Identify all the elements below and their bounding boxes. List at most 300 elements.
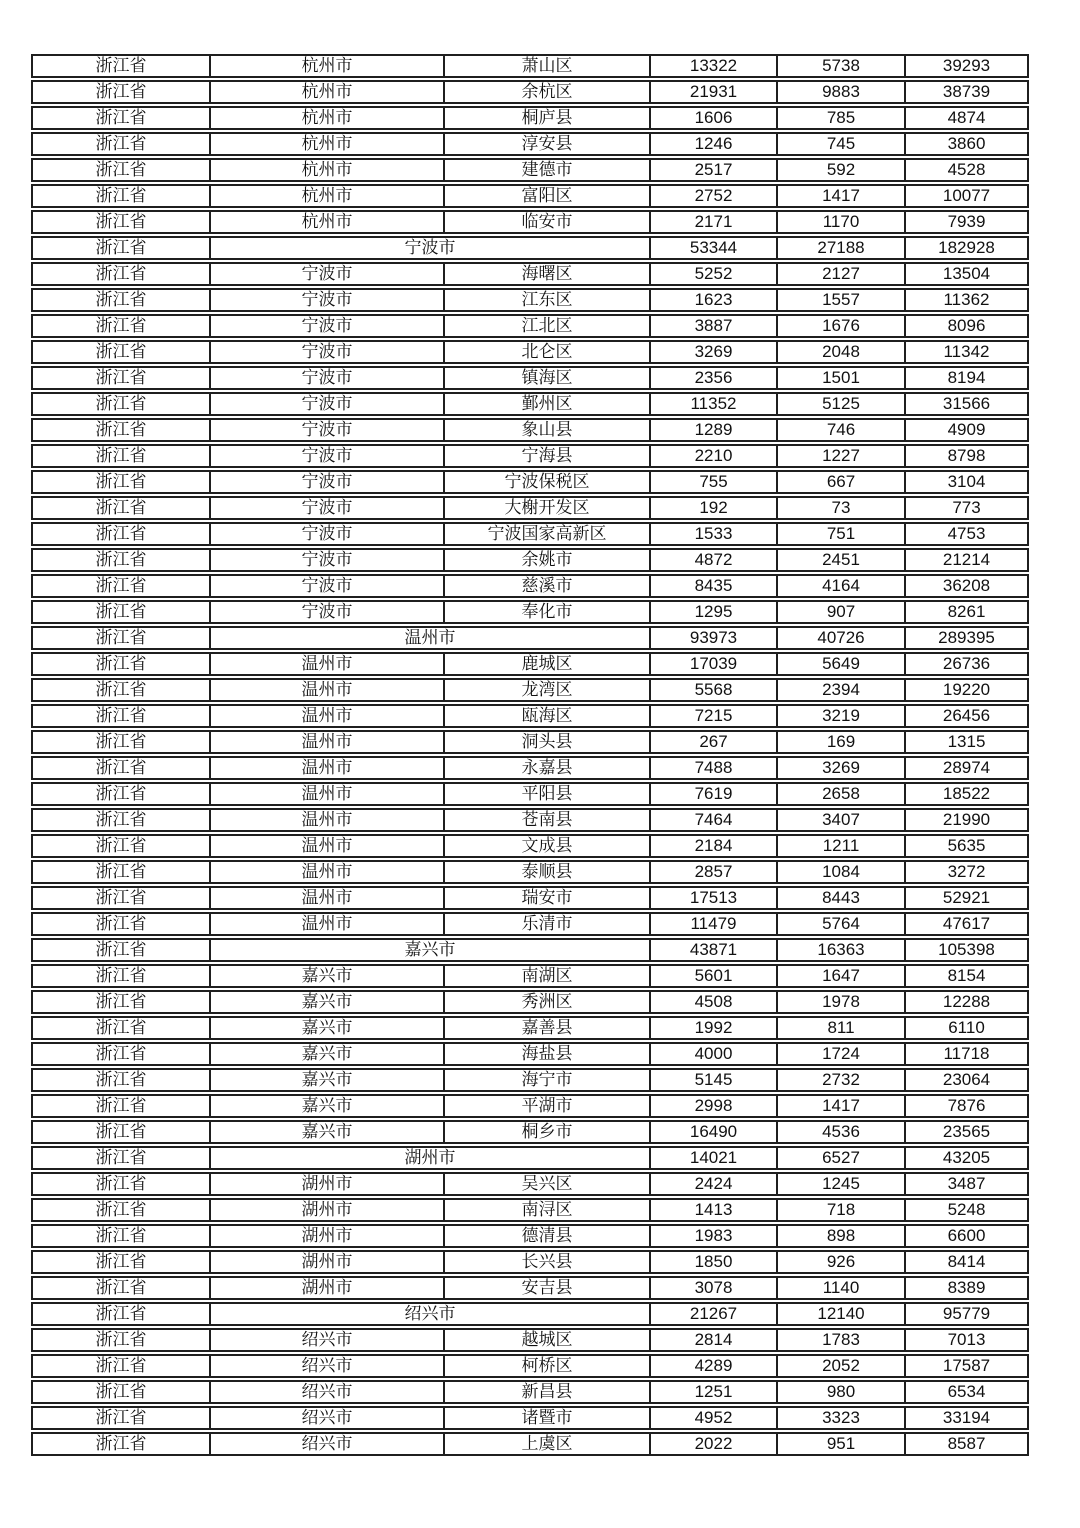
- value-cell-1: 4872: [649, 548, 776, 572]
- district-row: [31, 314, 1029, 338]
- value-cell-3: 17587: [904, 1354, 1029, 1378]
- city-cell: 杭州市: [209, 80, 443, 104]
- region-data-table: [31, 52, 1029, 1458]
- value-cell-2: 746: [776, 418, 904, 442]
- value-cell-1: 2857: [649, 860, 776, 884]
- province-cell: 浙江省: [31, 54, 209, 78]
- district-row: [31, 912, 1029, 936]
- value-cell-3: 182928: [904, 236, 1029, 260]
- city-cell: 宁波市: [209, 574, 443, 598]
- district-cell: 宁波保税区: [443, 470, 649, 494]
- value-cell-3: 19220: [904, 678, 1029, 702]
- value-cell-2: 5649: [776, 652, 904, 676]
- province-cell: 浙江省: [31, 730, 209, 754]
- district-row: [31, 288, 1029, 312]
- value-cell-1: 8435: [649, 574, 776, 598]
- district-cell: 诸暨市: [443, 1406, 649, 1430]
- city-cell: 宁波市: [209, 600, 443, 624]
- value-cell-1: 3887: [649, 314, 776, 338]
- value-cell-2: 2048: [776, 340, 904, 364]
- value-cell-1: 1606: [649, 106, 776, 130]
- city-cell: 嘉兴市: [209, 1094, 443, 1118]
- value-cell-2: 2052: [776, 1354, 904, 1378]
- value-cell-3: 8096: [904, 314, 1029, 338]
- value-cell-3: 21214: [904, 548, 1029, 572]
- district-cell: 海宁市: [443, 1068, 649, 1092]
- value-cell-3: 23565: [904, 1120, 1029, 1144]
- province-cell: 浙江省: [31, 1354, 209, 1378]
- value-cell-3: 5248: [904, 1198, 1029, 1222]
- province-cell: 浙江省: [31, 860, 209, 884]
- district-cell: 文成县: [443, 834, 649, 858]
- city-merged-cell: 宁波市: [209, 236, 649, 260]
- city-cell: 杭州市: [209, 158, 443, 182]
- province-cell: 浙江省: [31, 1120, 209, 1144]
- city-cell: 嘉兴市: [209, 1120, 443, 1144]
- district-row: [31, 652, 1029, 676]
- district-row: [31, 756, 1029, 780]
- value-cell-1: 1983: [649, 1224, 776, 1248]
- district-row: [31, 808, 1029, 832]
- value-cell-2: 1417: [776, 184, 904, 208]
- district-cell: 越城区: [443, 1328, 649, 1352]
- city-cell: 绍兴市: [209, 1406, 443, 1430]
- value-cell-2: 3407: [776, 808, 904, 832]
- city-cell: 杭州市: [209, 106, 443, 130]
- province-cell: 浙江省: [31, 834, 209, 858]
- value-cell-3: 26736: [904, 652, 1029, 676]
- province-cell: 浙江省: [31, 1172, 209, 1196]
- value-cell-2: 1676: [776, 314, 904, 338]
- province-cell: 浙江省: [31, 1302, 209, 1326]
- province-cell: 浙江省: [31, 574, 209, 598]
- value-cell-1: 1850: [649, 1250, 776, 1274]
- district-row: [31, 210, 1029, 234]
- district-row: [31, 54, 1029, 78]
- city-cell: 温州市: [209, 678, 443, 702]
- city-cell: 杭州市: [209, 54, 443, 78]
- city-cell: 宁波市: [209, 496, 443, 520]
- province-cell: 浙江省: [31, 496, 209, 520]
- value-cell-3: 4874: [904, 106, 1029, 130]
- city-cell: 湖州市: [209, 1172, 443, 1196]
- value-cell-2: 2394: [776, 678, 904, 702]
- value-cell-2: 1647: [776, 964, 904, 988]
- district-cell: 江北区: [443, 314, 649, 338]
- value-cell-3: 38739: [904, 80, 1029, 104]
- value-cell-1: 2752: [649, 184, 776, 208]
- district-row: [31, 704, 1029, 728]
- value-cell-1: 2356: [649, 366, 776, 390]
- value-cell-3: 10077: [904, 184, 1029, 208]
- value-cell-1: 4289: [649, 1354, 776, 1378]
- value-cell-3: 289395: [904, 626, 1029, 650]
- value-cell-3: 8587: [904, 1432, 1029, 1456]
- value-cell-1: 755: [649, 470, 776, 494]
- value-cell-3: 26456: [904, 704, 1029, 728]
- city-cell: 湖州市: [209, 1198, 443, 1222]
- district-cell: 柯桥区: [443, 1354, 649, 1378]
- city-cell: 温州市: [209, 860, 443, 884]
- district-cell: 宁海县: [443, 444, 649, 468]
- value-cell-2: 1978: [776, 990, 904, 1014]
- district-row: [31, 1068, 1029, 1092]
- district-cell: 慈溪市: [443, 574, 649, 598]
- district-row: [31, 522, 1029, 546]
- district-cell: 安吉县: [443, 1276, 649, 1300]
- city-cell: 湖州市: [209, 1276, 443, 1300]
- value-cell-1: 5252: [649, 262, 776, 286]
- district-row: [31, 444, 1029, 468]
- value-cell-3: 11342: [904, 340, 1029, 364]
- district-row: [31, 366, 1029, 390]
- value-cell-2: 1211: [776, 834, 904, 858]
- province-cell: 浙江省: [31, 1380, 209, 1404]
- city-cell: 杭州市: [209, 132, 443, 156]
- value-cell-3: 28974: [904, 756, 1029, 780]
- province-cell: 浙江省: [31, 912, 209, 936]
- city-merged-cell: 湖州市: [209, 1146, 649, 1170]
- value-cell-3: 3487: [904, 1172, 1029, 1196]
- value-cell-1: 4952: [649, 1406, 776, 1430]
- value-cell-2: 73: [776, 496, 904, 520]
- city-cell: 嘉兴市: [209, 1042, 443, 1066]
- value-cell-3: 105398: [904, 938, 1029, 962]
- value-cell-2: 2127: [776, 262, 904, 286]
- city-summary-row: [31, 938, 1029, 962]
- value-cell-2: 8443: [776, 886, 904, 910]
- district-row: [31, 1354, 1029, 1378]
- city-cell: 湖州市: [209, 1250, 443, 1274]
- city-cell: 嘉兴市: [209, 1016, 443, 1040]
- district-cell: 泰顺县: [443, 860, 649, 884]
- province-cell: 浙江省: [31, 366, 209, 390]
- province-cell: 浙江省: [31, 184, 209, 208]
- province-cell: 浙江省: [31, 418, 209, 442]
- district-cell: 嘉善县: [443, 1016, 649, 1040]
- value-cell-2: 1724: [776, 1042, 904, 1066]
- value-cell-2: 951: [776, 1432, 904, 1456]
- city-summary-row: [31, 1146, 1029, 1170]
- district-cell: 鄞州区: [443, 392, 649, 416]
- value-cell-1: 11479: [649, 912, 776, 936]
- city-cell: 宁波市: [209, 366, 443, 390]
- district-row: [31, 886, 1029, 910]
- region-table-container: [31, 52, 1029, 1458]
- value-cell-2: 9883: [776, 80, 904, 104]
- city-cell: 宁波市: [209, 314, 443, 338]
- district-row: [31, 1198, 1029, 1222]
- district-cell: 乐清市: [443, 912, 649, 936]
- value-cell-1: 1289: [649, 418, 776, 442]
- district-row: [31, 678, 1029, 702]
- city-cell: 宁波市: [209, 548, 443, 572]
- district-cell: 平湖市: [443, 1094, 649, 1118]
- district-cell: 龙湾区: [443, 678, 649, 702]
- value-cell-1: 17039: [649, 652, 776, 676]
- value-cell-1: 1295: [649, 600, 776, 624]
- value-cell-2: 898: [776, 1224, 904, 1248]
- district-cell: 鹿城区: [443, 652, 649, 676]
- value-cell-1: 7619: [649, 782, 776, 806]
- value-cell-3: 6534: [904, 1380, 1029, 1404]
- province-cell: 浙江省: [31, 444, 209, 468]
- province-cell: 浙江省: [31, 652, 209, 676]
- value-cell-1: 2210: [649, 444, 776, 468]
- province-cell: 浙江省: [31, 106, 209, 130]
- city-cell: 温州市: [209, 756, 443, 780]
- province-cell: 浙江省: [31, 1406, 209, 1430]
- value-cell-2: 1783: [776, 1328, 904, 1352]
- district-row: [31, 340, 1029, 364]
- district-cell: 北仑区: [443, 340, 649, 364]
- value-cell-2: 745: [776, 132, 904, 156]
- district-cell: 南浔区: [443, 1198, 649, 1222]
- value-cell-3: 23064: [904, 1068, 1029, 1092]
- district-cell: 永嘉县: [443, 756, 649, 780]
- city-cell: 绍兴市: [209, 1354, 443, 1378]
- city-merged-cell: 温州市: [209, 626, 649, 650]
- district-cell: 余杭区: [443, 80, 649, 104]
- value-cell-3: 3272: [904, 860, 1029, 884]
- value-cell-1: 192: [649, 496, 776, 520]
- value-cell-3: 1315: [904, 730, 1029, 754]
- city-cell: 宁波市: [209, 522, 443, 546]
- province-cell: 浙江省: [31, 210, 209, 234]
- district-cell: 海盐县: [443, 1042, 649, 1066]
- province-cell: 浙江省: [31, 990, 209, 1014]
- district-row: [31, 1328, 1029, 1352]
- value-cell-1: 1246: [649, 132, 776, 156]
- value-cell-1: 43871: [649, 938, 776, 962]
- value-cell-3: 21990: [904, 808, 1029, 832]
- value-cell-2: 2451: [776, 548, 904, 572]
- value-cell-2: 980: [776, 1380, 904, 1404]
- value-cell-3: 36208: [904, 574, 1029, 598]
- value-cell-3: 3860: [904, 132, 1029, 156]
- city-cell: 温州市: [209, 912, 443, 936]
- value-cell-3: 4909: [904, 418, 1029, 442]
- city-summary-row: [31, 626, 1029, 650]
- value-cell-3: 7939: [904, 210, 1029, 234]
- city-cell: 宁波市: [209, 262, 443, 286]
- value-cell-1: 1992: [649, 1016, 776, 1040]
- province-cell: 浙江省: [31, 1432, 209, 1456]
- district-row: [31, 470, 1029, 494]
- district-row: [31, 496, 1029, 520]
- value-cell-1: 2171: [649, 210, 776, 234]
- city-cell: 绍兴市: [209, 1328, 443, 1352]
- value-cell-2: 3219: [776, 704, 904, 728]
- value-cell-2: 907: [776, 600, 904, 624]
- city-cell: 嘉兴市: [209, 1068, 443, 1092]
- value-cell-2: 785: [776, 106, 904, 130]
- value-cell-2: 1501: [776, 366, 904, 390]
- value-cell-3: 3104: [904, 470, 1029, 494]
- value-cell-1: 1623: [649, 288, 776, 312]
- value-cell-3: 6110: [904, 1016, 1029, 1040]
- value-cell-1: 21267: [649, 1302, 776, 1326]
- city-cell: 宁波市: [209, 444, 443, 468]
- value-cell-3: 8194: [904, 366, 1029, 390]
- district-row: [31, 132, 1029, 156]
- value-cell-2: 3323: [776, 1406, 904, 1430]
- province-cell: 浙江省: [31, 340, 209, 364]
- city-cell: 杭州市: [209, 210, 443, 234]
- district-cell: 瑞安市: [443, 886, 649, 910]
- province-cell: 浙江省: [31, 1276, 209, 1300]
- value-cell-1: 2517: [649, 158, 776, 182]
- province-cell: 浙江省: [31, 964, 209, 988]
- province-cell: 浙江省: [31, 704, 209, 728]
- district-row: [31, 1432, 1029, 1456]
- province-cell: 浙江省: [31, 1224, 209, 1248]
- value-cell-3: 4528: [904, 158, 1029, 182]
- province-cell: 浙江省: [31, 678, 209, 702]
- province-cell: 浙江省: [31, 236, 209, 260]
- district-cell: 富阳区: [443, 184, 649, 208]
- province-cell: 浙江省: [31, 522, 209, 546]
- district-row: [31, 1380, 1029, 1404]
- value-cell-2: 5738: [776, 54, 904, 78]
- value-cell-1: 2184: [649, 834, 776, 858]
- district-cell: 上虞区: [443, 1432, 649, 1456]
- city-cell: 温州市: [209, 808, 443, 832]
- district-row: [31, 1042, 1029, 1066]
- value-cell-3: 8261: [904, 600, 1029, 624]
- district-cell: 新昌县: [443, 1380, 649, 1404]
- value-cell-3: 39293: [904, 54, 1029, 78]
- district-cell: 淳安县: [443, 132, 649, 156]
- value-cell-2: 4164: [776, 574, 904, 598]
- value-cell-3: 95779: [904, 1302, 1029, 1326]
- province-cell: 浙江省: [31, 470, 209, 494]
- value-cell-1: 2998: [649, 1094, 776, 1118]
- city-cell: 绍兴市: [209, 1432, 443, 1456]
- value-cell-1: 2424: [649, 1172, 776, 1196]
- value-cell-2: 6527: [776, 1146, 904, 1170]
- district-cell: 镇海区: [443, 366, 649, 390]
- city-cell: 温州市: [209, 834, 443, 858]
- value-cell-1: 1413: [649, 1198, 776, 1222]
- district-row: [31, 782, 1029, 806]
- value-cell-1: 16490: [649, 1120, 776, 1144]
- value-cell-3: 12288: [904, 990, 1029, 1014]
- district-cell: 象山县: [443, 418, 649, 442]
- city-cell: 杭州市: [209, 184, 443, 208]
- value-cell-1: 14021: [649, 1146, 776, 1170]
- district-cell: 大榭开发区: [443, 496, 649, 520]
- value-cell-1: 1533: [649, 522, 776, 546]
- district-cell: 建德市: [443, 158, 649, 182]
- city-merged-cell: 绍兴市: [209, 1302, 649, 1326]
- province-cell: 浙江省: [31, 288, 209, 312]
- value-cell-1: 7215: [649, 704, 776, 728]
- district-cell: 桐乡市: [443, 1120, 649, 1144]
- city-cell: 嘉兴市: [209, 990, 443, 1014]
- value-cell-3: 47617: [904, 912, 1029, 936]
- province-cell: 浙江省: [31, 938, 209, 962]
- value-cell-2: 592: [776, 158, 904, 182]
- district-row: [31, 1016, 1029, 1040]
- province-cell: 浙江省: [31, 158, 209, 182]
- value-cell-3: 4753: [904, 522, 1029, 546]
- value-cell-1: 5568: [649, 678, 776, 702]
- city-cell: 温州市: [209, 652, 443, 676]
- city-cell: 宁波市: [209, 340, 443, 364]
- district-row: [31, 1276, 1029, 1300]
- value-cell-3: 11718: [904, 1042, 1029, 1066]
- district-row: [31, 860, 1029, 884]
- city-summary-row: [31, 236, 1029, 260]
- district-cell: 临安市: [443, 210, 649, 234]
- value-cell-1: 17513: [649, 886, 776, 910]
- district-row: [31, 80, 1029, 104]
- province-cell: 浙江省: [31, 1094, 209, 1118]
- value-cell-2: 1084: [776, 860, 904, 884]
- value-cell-2: 5125: [776, 392, 904, 416]
- value-cell-2: 1417: [776, 1094, 904, 1118]
- value-cell-2: 926: [776, 1250, 904, 1274]
- district-row: [31, 834, 1029, 858]
- province-cell: 浙江省: [31, 1016, 209, 1040]
- value-cell-2: 27188: [776, 236, 904, 260]
- value-cell-1: 3269: [649, 340, 776, 364]
- city-cell: 嘉兴市: [209, 964, 443, 988]
- district-cell: 长兴县: [443, 1250, 649, 1274]
- district-row: [31, 106, 1029, 130]
- province-cell: 浙江省: [31, 1068, 209, 1092]
- district-cell: 江东区: [443, 288, 649, 312]
- value-cell-3: 773: [904, 496, 1029, 520]
- district-row: [31, 1094, 1029, 1118]
- province-cell: 浙江省: [31, 314, 209, 338]
- district-row: [31, 392, 1029, 416]
- value-cell-2: 811: [776, 1016, 904, 1040]
- value-cell-3: 52921: [904, 886, 1029, 910]
- value-cell-2: 169: [776, 730, 904, 754]
- city-cell: 宁波市: [209, 470, 443, 494]
- district-cell: 海曙区: [443, 262, 649, 286]
- value-cell-1: 93973: [649, 626, 776, 650]
- value-cell-1: 5145: [649, 1068, 776, 1092]
- value-cell-2: 16363: [776, 938, 904, 962]
- province-cell: 浙江省: [31, 626, 209, 650]
- district-cell: 吴兴区: [443, 1172, 649, 1196]
- district-row: [31, 184, 1029, 208]
- value-cell-2: 5764: [776, 912, 904, 936]
- value-cell-3: 8154: [904, 964, 1029, 988]
- value-cell-1: 1251: [649, 1380, 776, 1404]
- value-cell-2: 718: [776, 1198, 904, 1222]
- district-row: [31, 262, 1029, 286]
- value-cell-2: 12140: [776, 1302, 904, 1326]
- value-cell-3: 7013: [904, 1328, 1029, 1352]
- value-cell-2: 751: [776, 522, 904, 546]
- district-cell: 余姚市: [443, 548, 649, 572]
- value-cell-1: 7464: [649, 808, 776, 832]
- value-cell-2: 1170: [776, 210, 904, 234]
- district-cell: 德清县: [443, 1224, 649, 1248]
- value-cell-1: 4000: [649, 1042, 776, 1066]
- value-cell-2: 1140: [776, 1276, 904, 1300]
- value-cell-3: 8798: [904, 444, 1029, 468]
- district-cell: 洞头县: [443, 730, 649, 754]
- city-cell: 温州市: [209, 886, 443, 910]
- value-cell-3: 6600: [904, 1224, 1029, 1248]
- value-cell-1: 53344: [649, 236, 776, 260]
- value-cell-2: 3269: [776, 756, 904, 780]
